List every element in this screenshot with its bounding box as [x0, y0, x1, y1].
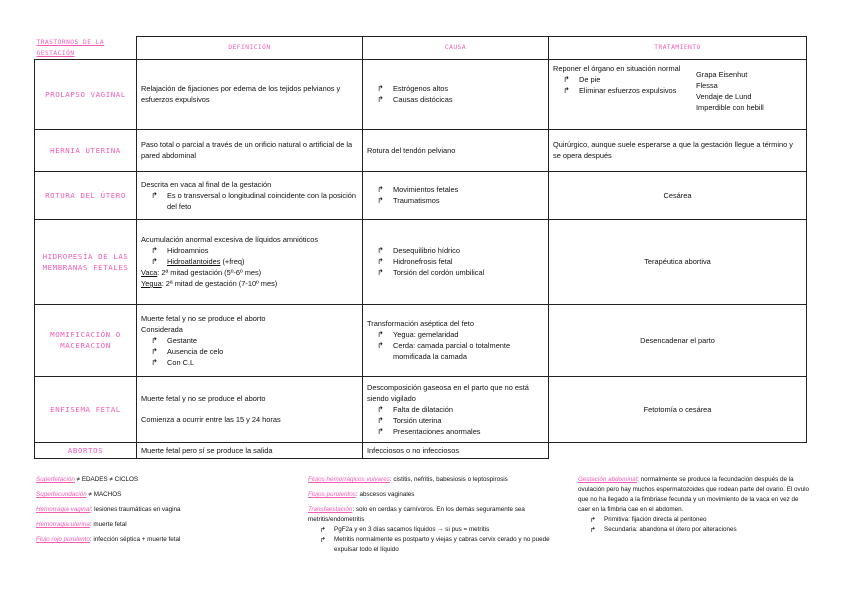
list-item: ↱ Desequilibrio hídrico [377, 245, 544, 256]
gestation-disorders-table [34, 36, 807, 459]
list-item: ↱ Yegua: gemelaridad [377, 329, 544, 340]
cause-intro: Transformación aséptica del feto [367, 319, 474, 328]
cause-list [377, 83, 544, 105]
note-text: : infección séptica + muerte fetal [89, 536, 181, 543]
cause-cell: Rotura del tendón pelviano [363, 129, 549, 171]
cause-cell [363, 59, 549, 129]
list-item: ↱ Causas distócicas [377, 94, 544, 105]
definition-list [151, 245, 358, 267]
method-item: Grapa Eisenhut [696, 69, 748, 79]
list-item: ↱ Ausencia de celo [151, 346, 358, 357]
note-label: Hemorragia uterina [36, 521, 90, 528]
note-item [308, 505, 553, 525]
row-label: ENFISEMA FETAL [35, 376, 137, 442]
note-label: Gestación abdominal [578, 476, 638, 483]
table-row [35, 442, 807, 458]
notes-column-2 [308, 475, 553, 555]
treatment-cell: Quirúrgico, aunque suele esperarse a que la gestación llegue a término y se opera después [549, 129, 807, 171]
list-item: ↱ Secundaria: abandona el útero por alteraciones [590, 525, 810, 535]
cause-cell [363, 304, 549, 376]
note-list [590, 515, 810, 535]
list-item: ↱ Hidroamnios [151, 245, 358, 256]
list-item: ↱ PgF2a y en 3 días sacamos líquidos → si pus = metritis [320, 525, 553, 535]
list-item: ↱ Movimientos fetales [377, 184, 544, 195]
note-text: ≠ MACHOS [86, 491, 122, 498]
list-item: ↱ Traumatismos [377, 195, 544, 206]
definition-list [151, 190, 358, 212]
treatment-cell: Fetotomía o cesárea [549, 376, 807, 442]
cause-cell [363, 171, 549, 219]
row-label: ABORTOS [35, 442, 137, 458]
list-item: ↱ Presentaciones anormales [377, 426, 544, 437]
note-label: Flujos hemorrágicos vulvares [308, 476, 390, 483]
treatment-cell: Cesárea [549, 171, 807, 219]
hidroatlantoides-text: Hidroatlantoides [167, 257, 221, 266]
list-item: ↱ Torsión uterina [377, 415, 544, 426]
definition-text: Acumulación anormal excesiva de líquidos amnióticos [141, 235, 319, 244]
note-text: : normalmente se produce la fecundación después de la ovulación pero hay muchos espermatozoides que rodean parte del ovario. El ovulo que no ha llegado a la fimbriase fecunda y un movimiento de la vaca en vez de caer en la fimbria cae en el abdomen. [578, 476, 810, 513]
list-item: ↱ De pie [563, 74, 693, 85]
method-item: Imperdible con hebill [696, 102, 764, 112]
definition-cell [137, 59, 363, 129]
definition-cell [137, 304, 363, 376]
list-item: ↱ Es o transversal o longitudinal coincidente con la posición del feto [151, 190, 358, 212]
note-item [36, 520, 286, 530]
method-item: Flessa [696, 80, 718, 90]
list-item: ↱ Con C.L [151, 357, 358, 368]
row-label: HERNIA UTERINA [35, 129, 137, 171]
definition-cell [137, 376, 363, 442]
notes-column-1 [36, 475, 286, 550]
header-causa: CAUSA [363, 37, 549, 60]
header-trastornos: TRASTORNOS DE LA GESTACIÓN [35, 37, 137, 60]
definition-cell: Paso total o parcial a través de un orificio natural o artificial de la pared abdominal [137, 129, 363, 171]
note-item [308, 475, 553, 485]
table-row [35, 219, 807, 304]
list-item: ↱ Metritis normalmente es postparto y viejas y cabras cervix cerado y no puede expulsar todo el líquido [320, 535, 553, 555]
note-item [36, 535, 286, 545]
note-label: Hemorragia vaginal [36, 506, 91, 513]
table-row [35, 376, 807, 442]
definition-cell: Muerte fetal pero sí se produce la salida [137, 442, 363, 458]
yegua-label: Yegua [141, 279, 162, 288]
yegua-text: : 2ª mitad de gestación (7-10º mes) [161, 279, 278, 288]
header-definicion: DEFINICIÓN [137, 37, 363, 60]
header-tratamiento: TRATAMIENTO [549, 37, 807, 60]
treatment-methods [696, 63, 796, 113]
definition-text-2: Comienza a ocurrir entre las 15 y 24 horas [141, 415, 281, 424]
vaca-text: : 2ª mitad gestación (5º-6º mes) [157, 268, 262, 277]
list-item [151, 256, 358, 267]
list-item: ↱ Torsión del cordón umbilical [377, 267, 544, 278]
note-text: : cistitis, nefritis, babesiosis o leptospirosis [389, 476, 508, 483]
notes-column-3 [578, 475, 810, 535]
cause-cell [363, 219, 549, 304]
treatment-cell: Terapéutica abortiva [549, 219, 807, 304]
table-row [35, 129, 807, 171]
note-label: Flujos purulentos [308, 491, 356, 498]
definition-text: Muerte fetal y no se produce el aborto [141, 313, 266, 323]
treatment-cell [549, 59, 807, 129]
list-item: ↱ Estrógenos altos [377, 83, 544, 94]
table-row [35, 304, 807, 376]
vaca-label: Vaca [141, 268, 158, 277]
row-label: HIDROPESÍA DE LAS MEMBRANAS FETALES [35, 219, 137, 304]
cause-list [377, 184, 544, 206]
row-label: MOMIFICACIÓN O MACERACIÓN [35, 304, 137, 376]
note-text: : abscesos vaginales [355, 491, 415, 498]
cause-cell: Infecciosos o no infecciosos [363, 442, 549, 458]
table-row [35, 171, 807, 219]
note-text: : muerte fetal [89, 521, 127, 528]
list-item: ↱ Eliminar esfuerzos expulsivos [563, 85, 693, 96]
table-header-row [35, 37, 807, 60]
note-text: : lesiones traumáticas en vagina [90, 506, 181, 513]
row-label: PROLAPSO VAGINAL [35, 59, 137, 129]
note-item [36, 490, 286, 500]
vaca-line [141, 267, 358, 278]
method-item: Vendaje de Lund [696, 91, 752, 101]
definition-cell [137, 171, 363, 219]
note-item [36, 475, 286, 485]
list-item: ↱ Gestante [151, 335, 358, 346]
freq-note: (+freq) [220, 257, 245, 266]
empty-cell [549, 442, 807, 458]
note-list [320, 525, 553, 555]
note-label: Superfetación [36, 476, 75, 483]
yegua-line [141, 278, 358, 289]
cause-cell [363, 376, 549, 442]
definition-text-2: Considerada [141, 324, 183, 334]
definition-cell [137, 219, 363, 304]
note-text: ≠ EDADES ≠ CICLOS [74, 476, 139, 483]
list-item: ↱ Primitiva: fijación directa al peritoneo [590, 515, 810, 525]
note-item [578, 475, 810, 515]
note-label: Transfaestación [308, 506, 353, 513]
cause-list [377, 404, 544, 437]
treatment-intro: Reponer el órgano en situación normal [553, 63, 681, 73]
note-item [36, 505, 286, 515]
list-item: ↱ Cerda: camada parcial o totalmente momificada la camada [377, 340, 544, 362]
cause-list [377, 329, 544, 362]
note-item [308, 490, 553, 500]
treatment-list [563, 74, 693, 96]
list-item: ↱ Hidronefrosis fetal [377, 256, 544, 267]
row-label: ROTURA DEL ÚTERO [35, 171, 137, 219]
treatment-cell: Desencadenar el parto [549, 304, 807, 376]
note-label: Superfecundación [36, 491, 87, 498]
table-row [35, 59, 807, 129]
note-label: Flujo rojo purulento [36, 536, 90, 543]
definition-text: Relajación de fijaciones por edema de los tejidos pelvianos y esfuerzos expulsivos [141, 84, 341, 104]
cause-list [377, 245, 544, 278]
cause-intro: Descomposición gaseosa en el parto que no está siendo vigilado [367, 382, 529, 403]
definition-text: Descrita en vaca al final de la gestación [141, 179, 272, 189]
list-item: ↱ Falta de dilatación [377, 404, 544, 415]
definition-list [151, 335, 358, 368]
definition-text: Muerte fetal y no se produce el aborto [141, 394, 266, 403]
note-text: : solo en cerdas y carnívoros. En los demás seguramente sea metritis/endometritis [308, 506, 525, 523]
